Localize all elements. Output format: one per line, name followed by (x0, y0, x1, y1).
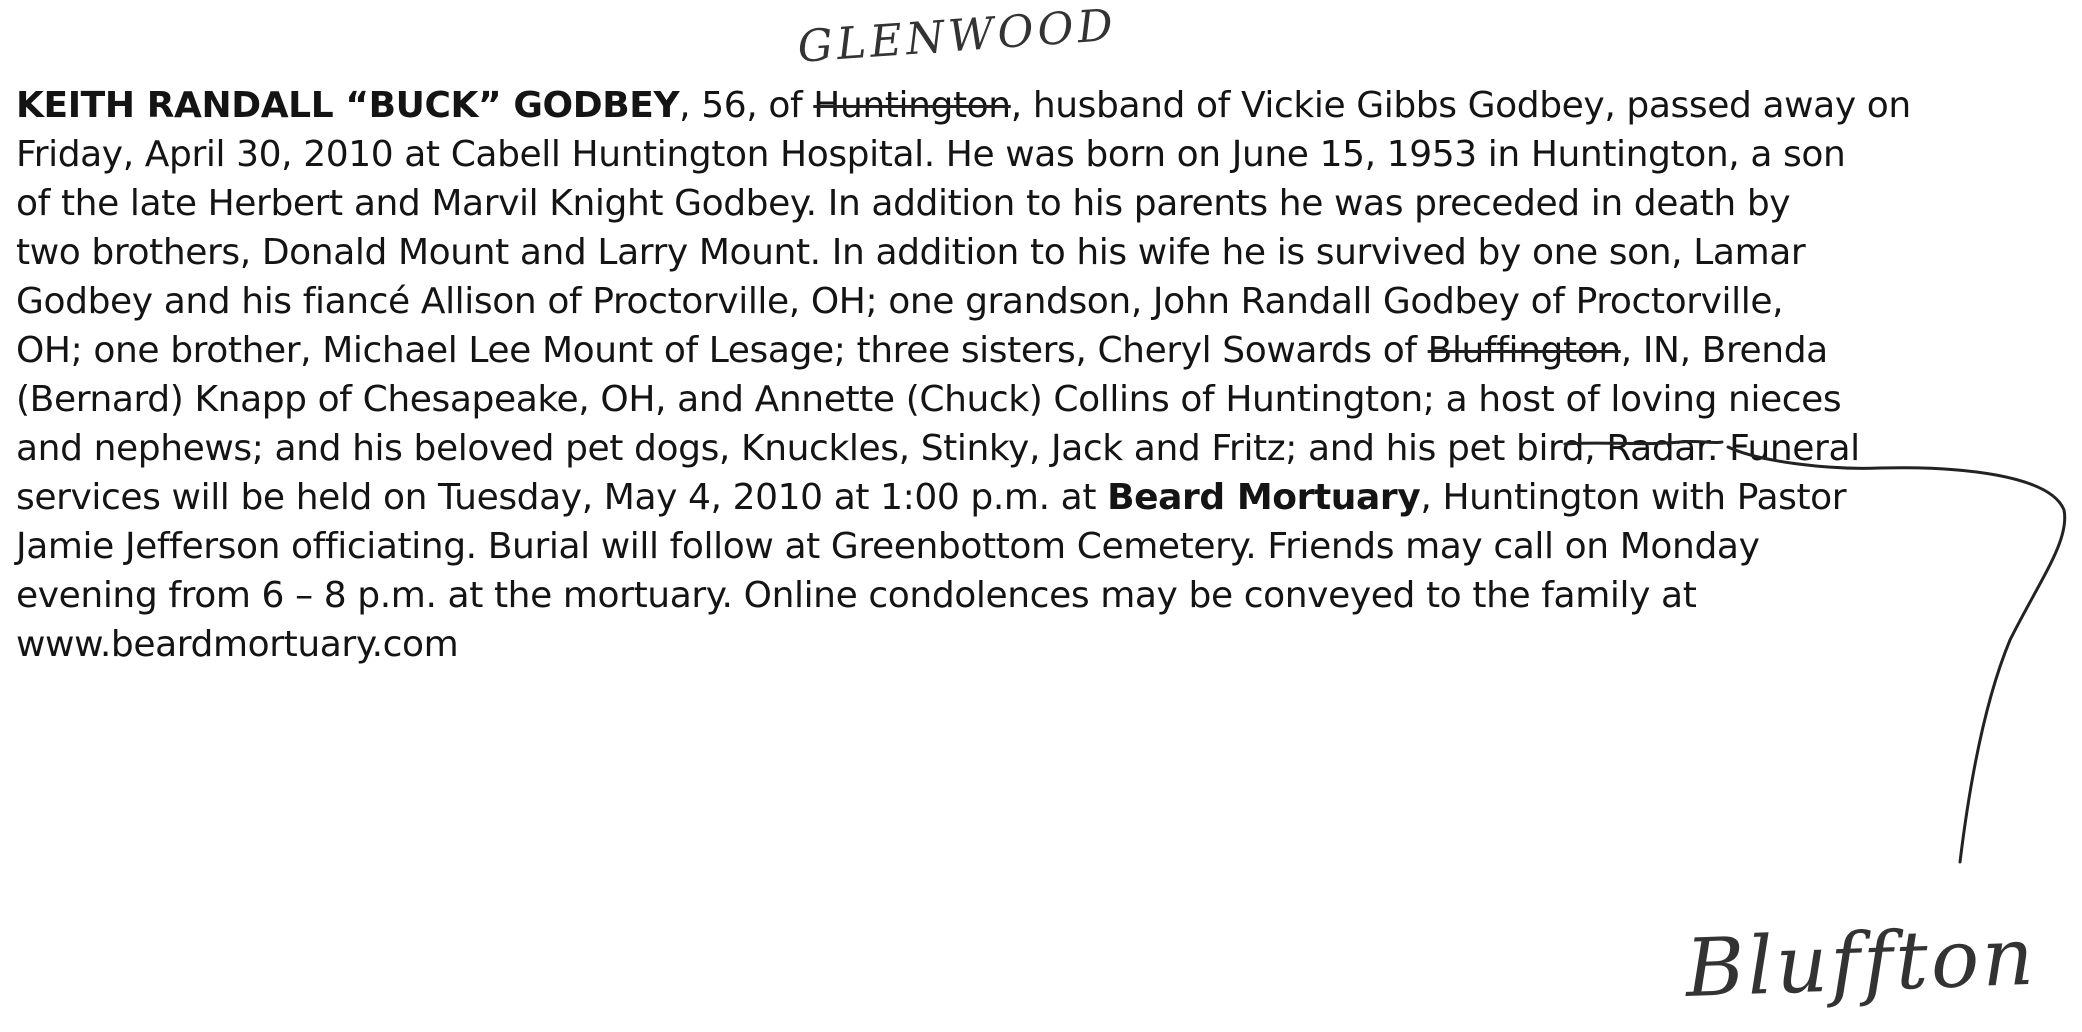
text-line-9 (16, 475, 1846, 521)
struck-word-huntington: Huntington (813, 85, 1011, 126)
line1-text-b: , husband of Vickie Gibbs Godbey, passed away on (1010, 85, 1911, 126)
text-line-11: evening from 6 – 8 p.m. at the mortuary. Online condolences may be conveyed to the family at (16, 575, 1697, 616)
handwritten-correction-bluffton: Bluffton (1684, 909, 2038, 1015)
text-line-12: www.beardmortuary.com (16, 624, 459, 665)
struck-word-bluffington: Bluffington (1427, 330, 1621, 371)
text-line-10: Jamie Jefferson officiating. Burial will follow at Greenbottom Cemetery. Friends may call on Monday (16, 526, 1760, 567)
handwritten-correction-glenwood: GLENWOOD (796, 0, 1119, 73)
line9-text-a: services will be held on Tuesday, May 4, 2010 at 1:00 p.m. at (16, 477, 1108, 518)
line6-text-a: OH; one brother, Michael Lee Mount of Lesage; three sisters, Cheryl Sowards of (16, 330, 1428, 371)
text-line-4: two brothers, Donald Mount and Larry Mount. In addition to his wife he is survived by one son, Lamar (16, 232, 1806, 273)
text-line-5: Godbey and his fiancé Allison of Proctorville, OH; one grandson, John Randall Godbey of Proctorville, (16, 281, 1784, 322)
line1-text-a: , 56, of (679, 85, 814, 126)
text-line-7: (Bernard) Knapp of Chesapeake, OH, and Annette (Chuck) Collins of Huntington; a host of loving nieces (16, 379, 1842, 420)
text-line-6 (16, 328, 1828, 374)
line6-text-b: , IN, Brenda (1620, 330, 1828, 371)
deceased-name: KEITH RANDALL “BUCK” GODBEY (16, 85, 680, 126)
mortuary-name: Beard Mortuary (1107, 477, 1421, 518)
line9-text-b: , Huntington with Pastor (1420, 477, 1847, 518)
text-line-8: and nephews; and his beloved pet dogs, Knuckles, Stinky, Jack and Fritz; and his pet bird, Radar. Funeral (16, 428, 1860, 469)
text-line-1 (16, 83, 1911, 129)
text-line-2: Friday, April 30, 2010 at Cabell Huntington Hospital. He was born on June 15, 1953 in Huntington, a son (16, 134, 1846, 175)
text-line-3: of the late Herbert and Marvil Knight Godbey. In addition to his parents he was preceded in death by (16, 183, 1791, 224)
